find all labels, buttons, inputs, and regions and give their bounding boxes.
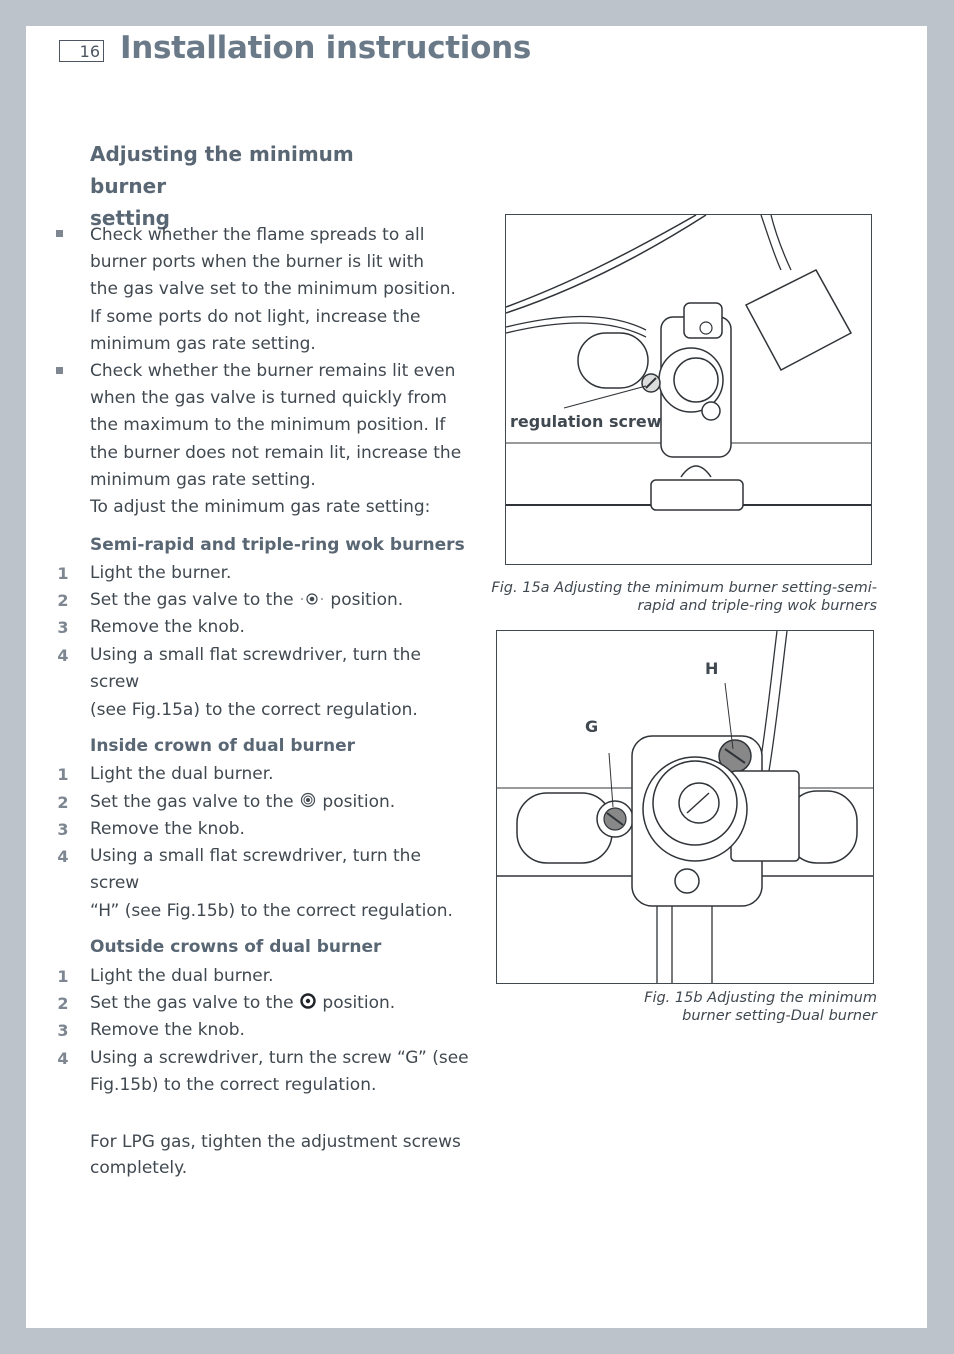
subheading-semi-rapid: Semi-rapid and triple-ring wok burners (90, 535, 465, 555)
page-title: Installation instructions (120, 30, 532, 66)
step-number: 2 (57, 793, 69, 812)
bullet-text-1: Check whether the flame spreads to all burner ports when the burner is lit with the gas valve set to the minimum position. If some ports do not light, increase the minimum gas rate setting. (90, 225, 456, 354)
bullet-marker (56, 367, 63, 374)
figure-15a (505, 214, 872, 565)
step-text: Using a screwdriver, turn the screw “G” (see Fig.15b) to the correct regulation. (90, 1048, 469, 1096)
step-text: Remove the knob. (90, 1020, 245, 1040)
step-number: 1 (57, 967, 69, 986)
step-number: 2 (57, 994, 69, 1013)
step-text: Set the gas valve to the position. (90, 990, 470, 1018)
step-text: Set the gas valve to the position. (90, 789, 470, 817)
figure-15a-caption: Fig. 15a Adjusting the minimum burner setting-semi- rapid and triple-ring wok burners (491, 580, 877, 614)
outer-flame-symbol-icon (299, 991, 317, 1018)
step-text: Using a small flat screwdriver, turn the screw “H” (see Fig.15b) to the correct regulation. (90, 846, 453, 921)
step-number: 4 (57, 646, 69, 665)
step-number: 3 (57, 618, 69, 637)
bullet-text-2: Check whether the burner remains lit even when the gas valve is turned quickly from the maximum to the minimum position. If the burner does not remain lit, increase the minimum gas rate setting. To adjust the minimum gas rate setting: (90, 361, 462, 518)
step-text: Remove the knob. (90, 617, 245, 637)
step-number: 2 (57, 591, 69, 610)
subheading-outside-crowns: Outside crowns of dual burner (90, 937, 382, 957)
subheading-inside-crown: Inside crown of dual burner (90, 736, 356, 756)
label-g: G (585, 717, 599, 736)
step-text: Light the dual burner. (90, 764, 274, 784)
bullet-marker (56, 230, 63, 237)
page-number: 16 (59, 40, 104, 62)
section-heading: Adjusting the minimum burner setting (90, 142, 354, 230)
figure-15b (496, 630, 874, 984)
lpg-note: For LPG gas, tighten the adjustment screws completely. (90, 1132, 461, 1178)
label-h: H (705, 659, 719, 678)
regulation-screw-label: regulation screw (510, 412, 662, 431)
step-text: Light the burner. (90, 563, 232, 583)
step-number: 3 (57, 1021, 69, 1040)
step-number: 1 (57, 564, 69, 583)
step-text: Remove the knob. (90, 819, 245, 839)
step-number: 3 (57, 820, 69, 839)
manual-page (26, 26, 927, 1328)
minimum-flame-symbol-icon (299, 588, 325, 615)
step-text: Light the dual burner. (90, 966, 274, 986)
inner-flame-symbol-icon (299, 790, 317, 817)
figure-15b-caption: Fig. 15b Adjusting the minimum burner setting-Dual burner (644, 990, 877, 1024)
step-text: Using a small flat screwdriver, turn the screw (see Fig.15a) to the correct regulation. (90, 645, 421, 720)
step-number: 4 (57, 847, 69, 866)
step-number: 1 (57, 765, 69, 784)
step-text: Set the gas valve to the position. (90, 587, 470, 615)
valve-illustration-15a (506, 215, 871, 564)
valve-illustration-15b (497, 631, 873, 983)
step-number: 4 (57, 1049, 69, 1068)
